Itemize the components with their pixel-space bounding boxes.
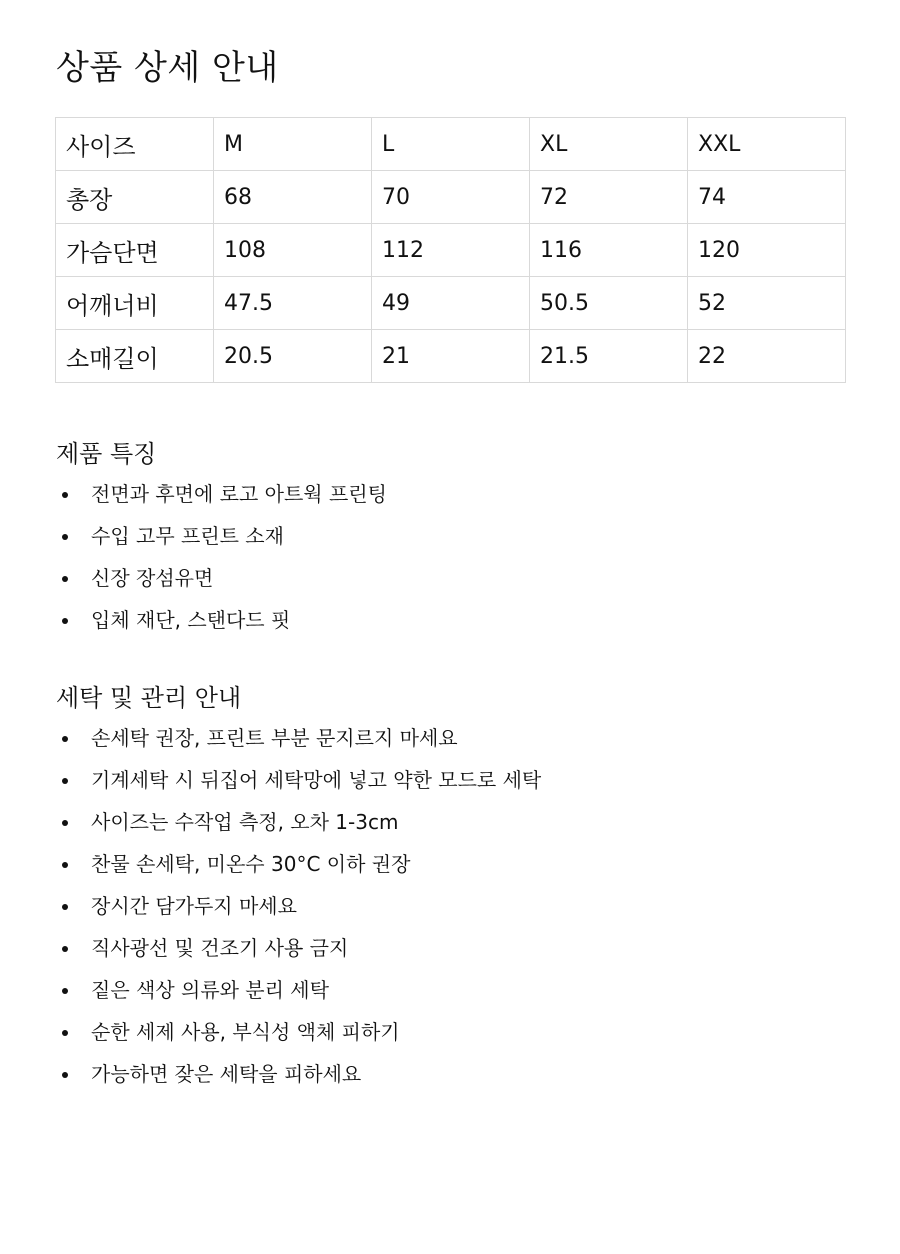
table-cell: 22 bbox=[688, 330, 846, 383]
list-item bbox=[56, 843, 541, 885]
list-item bbox=[56, 927, 541, 969]
bullet-icon bbox=[62, 492, 68, 498]
bullet-icon bbox=[62, 534, 68, 540]
list-item-text: 신장 장섬유면 bbox=[91, 566, 214, 590]
table-cell: 74 bbox=[688, 171, 846, 224]
list-item-text: 장시간 담가두지 마세요 bbox=[91, 894, 297, 918]
table-cell: L bbox=[372, 118, 530, 171]
list-item bbox=[56, 515, 387, 557]
table-cell: 72 bbox=[530, 171, 688, 224]
list-item-text: 짙은 색상 의류와 분리 세탁 bbox=[91, 978, 329, 1002]
table-cell: 어깨너비 bbox=[56, 277, 214, 330]
table-cell: XXL bbox=[688, 118, 846, 171]
list-item-text: 사이즈는 수작업 측정, 오차 1-3cm bbox=[91, 810, 399, 834]
table-cell: 사이즈 bbox=[56, 118, 214, 171]
care-heading: 세탁 및 관리 안내 bbox=[56, 684, 242, 712]
bullet-icon bbox=[62, 736, 68, 742]
care-list bbox=[56, 717, 541, 1095]
list-item bbox=[56, 717, 541, 759]
size-table bbox=[55, 117, 846, 383]
table-row bbox=[56, 277, 846, 330]
bullet-icon bbox=[62, 1072, 68, 1078]
list-item-text: 수입 고무 프린트 소재 bbox=[91, 524, 284, 548]
list-item bbox=[56, 1011, 541, 1053]
list-item bbox=[56, 801, 541, 843]
table-cell: 총장 bbox=[56, 171, 214, 224]
list-item-text: 가능하면 잦은 세탁을 피하세요 bbox=[91, 1062, 362, 1086]
list-item-text: 찬물 손세탁, 미온수 30°C 이하 권장 bbox=[91, 852, 411, 876]
table-row bbox=[56, 224, 846, 277]
table-cell: 70 bbox=[372, 171, 530, 224]
bullet-icon bbox=[62, 1030, 68, 1036]
list-item-text: 손세탁 권장, 프린트 부분 문지르지 마세요 bbox=[91, 726, 458, 750]
table-cell: M bbox=[214, 118, 372, 171]
features-list bbox=[56, 473, 387, 641]
list-item bbox=[56, 885, 541, 927]
table-row bbox=[56, 171, 846, 224]
list-item bbox=[56, 1053, 541, 1095]
table-cell: 가슴단면 bbox=[56, 224, 214, 277]
list-item-text: 직사광선 및 건조기 사용 금지 bbox=[91, 936, 349, 960]
bullet-icon bbox=[62, 988, 68, 994]
table-row bbox=[56, 330, 846, 383]
list-item-text: 입체 재단, 스탠다드 핏 bbox=[91, 608, 291, 632]
bullet-icon bbox=[62, 904, 68, 910]
page-title: 상품 상세 안내 bbox=[56, 48, 279, 88]
bullet-icon bbox=[62, 618, 68, 624]
list-item bbox=[56, 599, 387, 641]
table-cell: 소매길이 bbox=[56, 330, 214, 383]
list-item-text: 순한 세제 사용, 부식성 액체 피하기 bbox=[91, 1020, 400, 1044]
bullet-icon bbox=[62, 576, 68, 582]
table-cell: 21 bbox=[372, 330, 530, 383]
table-cell: 116 bbox=[530, 224, 688, 277]
table-row bbox=[56, 118, 846, 171]
list-item bbox=[56, 759, 541, 801]
list-item-text: 기계세탁 시 뒤집어 세탁망에 넣고 약한 모드로 세탁 bbox=[91, 768, 542, 792]
bullet-icon bbox=[62, 862, 68, 868]
table-cell: 50.5 bbox=[530, 277, 688, 330]
table-cell: 20.5 bbox=[214, 330, 372, 383]
bullet-icon bbox=[62, 778, 68, 784]
bullet-icon bbox=[62, 820, 68, 826]
table-cell: 112 bbox=[372, 224, 530, 277]
features-heading: 제품 특징 bbox=[56, 440, 157, 468]
table-cell: 52 bbox=[688, 277, 846, 330]
table-cell: XL bbox=[530, 118, 688, 171]
list-item bbox=[56, 473, 387, 515]
table-cell: 108 bbox=[214, 224, 372, 277]
list-item-text: 전면과 후면에 로고 아트웍 프린팅 bbox=[91, 482, 387, 506]
table-cell: 49 bbox=[372, 277, 530, 330]
list-item bbox=[56, 969, 541, 1011]
table-cell: 47.5 bbox=[214, 277, 372, 330]
table-cell: 120 bbox=[688, 224, 846, 277]
bullet-icon bbox=[62, 946, 68, 952]
table-cell: 68 bbox=[214, 171, 372, 224]
list-item bbox=[56, 557, 387, 599]
table-cell: 21.5 bbox=[530, 330, 688, 383]
